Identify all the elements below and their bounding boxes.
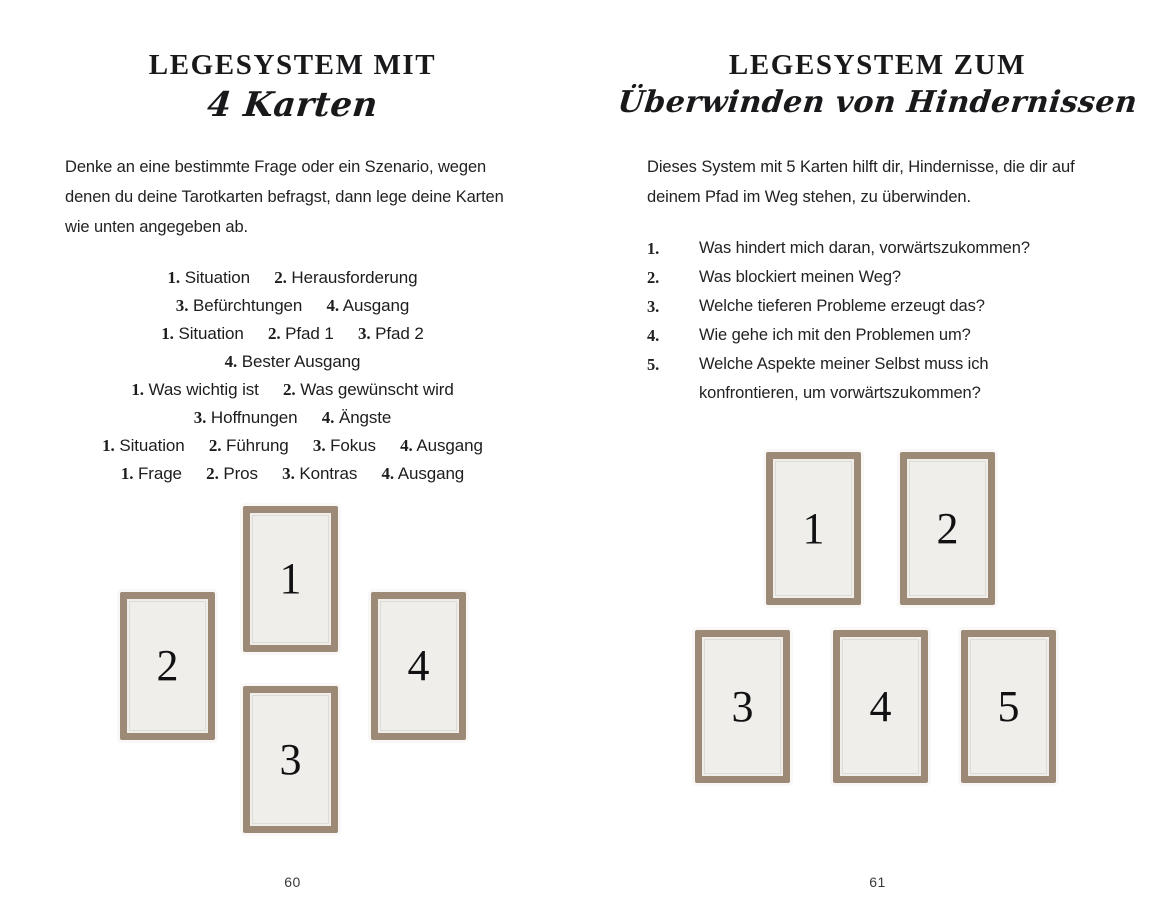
question-number: 5. (647, 355, 660, 374)
spread-item-label: Frage (138, 464, 182, 483)
spread-row (0, 320, 585, 348)
spread-item-number: 2. (208, 436, 222, 455)
spread-item-label: Pfad 2 (375, 324, 424, 343)
question-number: 1. (647, 239, 660, 258)
spread-item-number: 1. (131, 380, 144, 399)
question-item (647, 234, 1117, 263)
spread-item-label: Fokus (330, 436, 376, 455)
card-number: 1 (279, 554, 302, 603)
page-number-left: 60 (284, 874, 301, 890)
card-number: 4 (407, 641, 430, 690)
spread-row (0, 460, 585, 488)
left-page-intro-paragraph: Denke an eine bestimmte Frage oder ein Szenario, wegen denen du deine Tarotkarten befragst, dann lege deine Karten wie unten angegeben ab. (65, 158, 504, 236)
page-number-right: 61 (869, 874, 886, 890)
card-number: 1 (802, 503, 825, 553)
spread-item-number: 3. (193, 408, 207, 427)
question-number: 3. (647, 297, 660, 316)
spread-item-number: 4. (400, 436, 413, 455)
question-text-line1: Welche Aspekte meiner Selbst muss ich (699, 355, 989, 373)
tarot-card-position-2 (120, 592, 215, 740)
spread-item-number: 4. (381, 464, 395, 483)
right-page-title-line1: LEGESYSTEM ZUM (728, 49, 1027, 81)
spread-row (0, 432, 585, 460)
card-number: 5 (997, 681, 1020, 731)
tarot-card-position-4 (833, 630, 928, 783)
spread-item-label: Ausgang (397, 464, 465, 483)
card-number: 3 (279, 734, 302, 784)
spread-option-5 (0, 460, 585, 488)
spread-item-number: 1. (102, 436, 115, 455)
spread-row (0, 292, 585, 320)
question-item (647, 263, 1117, 292)
spread-option-4 (0, 432, 585, 460)
spread-item-number: 2. (274, 268, 287, 287)
spread-item-label: Ausgang (416, 436, 483, 455)
right-page-intro-paragraph: Dieses System mit 5 Karten hilft dir, Hindernisse, die dir auf deinem Pfad im Weg stehen, zu überwinden. (647, 158, 1075, 206)
spread-item-label: Situation (119, 436, 185, 455)
card-number: 4 (869, 681, 892, 731)
spread-item-label: Situation (178, 324, 244, 343)
spread-option-1 (0, 264, 585, 320)
spread-row (0, 376, 585, 404)
question-text: Was hindert mich daran, vorwärtszukommen? (699, 239, 1030, 257)
right-page-title (585, 50, 1170, 120)
spread-item-label: Ausgang (342, 296, 410, 315)
tarot-card-position-5 (961, 630, 1056, 783)
left-page-title-line1: LEGESYSTEM MIT (148, 49, 437, 81)
spread-row (0, 348, 585, 376)
spread-item-number: 2. (283, 380, 296, 399)
spread-item-number: 3. (312, 436, 326, 455)
question-list (647, 234, 1117, 408)
spread-item-label: Ängste (338, 408, 392, 427)
spread-row (0, 264, 585, 292)
tarot-card-position-4 (371, 592, 466, 740)
spread-item-label: Was wichtig ist (148, 380, 259, 399)
spread-item-number: 1. (161, 324, 174, 343)
spread-item-number: 4. (224, 352, 238, 371)
question-text: Was blockiert meinen Weg? (699, 268, 902, 286)
spread-item-label: Herausforderung (291, 268, 418, 287)
spread-item-label: Was gewünscht wird (300, 380, 454, 399)
right-page (585, 0, 1170, 916)
card-number: 3 (731, 681, 754, 731)
spread-item-label: Hoffnungen (210, 408, 298, 427)
question-number: 4. (647, 326, 660, 345)
spread-item-number: 2. (267, 324, 281, 343)
question-item (647, 350, 1117, 408)
tarot-card-position-2 (900, 452, 995, 605)
spread-item-number: 4. (321, 408, 335, 427)
question-item (647, 292, 1117, 321)
spread-item-label: Pfad 1 (285, 324, 334, 343)
question-item (647, 321, 1117, 350)
right-page-title-line2: Überwinden von Hindernissen (616, 84, 1140, 120)
spread-option-3 (0, 376, 585, 432)
spread-item-label: Bester Ausgang (241, 352, 361, 371)
spread-item-label: Kontras (299, 464, 358, 483)
spread-item-number: 2. (206, 464, 219, 483)
spread-item-number: 3. (175, 296, 189, 315)
spread-item-label: Pros (223, 464, 258, 483)
question-text: Wie gehe ich mit den Problemen um? (699, 326, 971, 344)
spread-item-number: 3. (357, 324, 371, 343)
spread-item-number: 1. (167, 268, 181, 287)
card-number: 2 (156, 641, 179, 690)
spread-item-label: Führung (226, 436, 289, 455)
tarot-card-position-3 (243, 686, 338, 833)
spread-option-2 (0, 320, 585, 376)
spread-row (0, 404, 585, 432)
question-text-line2: konfrontieren, um vorwärtszukommen? (699, 384, 981, 402)
tarot-card-position-1 (766, 452, 861, 605)
card-number: 2 (936, 503, 959, 553)
spread-item-label: Befürchtungen (192, 296, 303, 315)
question-text (699, 350, 1117, 408)
question-text: Welche tieferen Probleme erzeugt das? (699, 297, 985, 315)
spread-item-number: 3. (282, 464, 295, 483)
question-number: 2. (647, 268, 660, 287)
tarot-card-position-1 (243, 506, 338, 652)
spread-item-number: 1. (120, 464, 134, 483)
spread-item-number: 4. (326, 296, 340, 315)
tarot-card-position-3 (695, 630, 790, 783)
spread-item-label: Situation (184, 268, 250, 287)
left-page-title (0, 50, 585, 125)
left-page-title-line2: 4 Karten (205, 84, 380, 125)
